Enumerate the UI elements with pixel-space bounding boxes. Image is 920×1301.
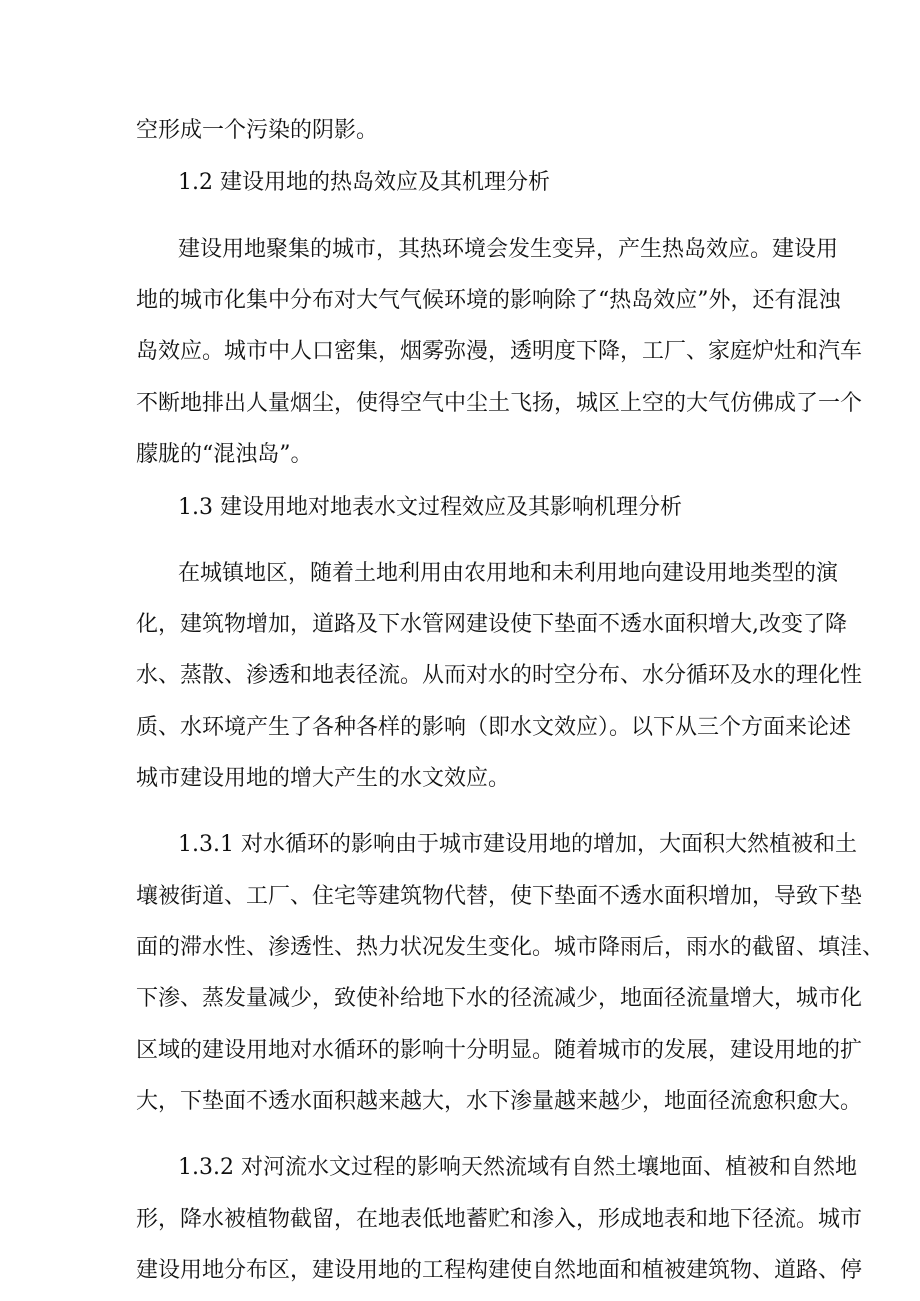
text-line: 岛效应。城市中人口密集，烟雾弥漫，透明度下降，工厂、家庭炉灶和汽车 [136, 339, 863, 364]
paragraph-1-3-2-start: 1.3.2 对河流水文过程的影响天然流域有自然土壤地面、植被和自然地 [178, 1155, 857, 1180]
text-line: 下渗、蒸发量减少，致使补给地下水的径流减少，地面径流量增大，城市化 [136, 986, 863, 1011]
section-heading-1-2: 1.2 建设用地的热岛效应及其机理分析 [178, 170, 550, 195]
text-line: 朦胧的“混浊岛”。 [136, 442, 313, 467]
text-line: 质、水环境产生了各种各样的影响（即水文效应）。以下从三个方面来论述 [136, 715, 852, 740]
section-heading-1-3: 1.3 建设用地对地表水文过程效应及其影响机理分析 [178, 495, 682, 520]
text-line: 建设用地分布区，建设用地的工程构建使自然地面和植被建筑物、道路、停 [136, 1258, 863, 1283]
text-line: 在城镇地区，随着土地利用由农用地和未利用地向建设用地类型的演 [178, 561, 839, 586]
text-line: 面的滞水性、渗透性、热力状况发生变化。城市降雨后，雨水的截留、填洼、 [136, 935, 885, 960]
text-line: 区域的建设用地对水循环的影响十分明显。随着城市的发展，建设用地的扩 [136, 1038, 863, 1063]
paragraph-1-3-1-start: 1.3.1 对水循环的影响由于城市建设用地的增加，大面积大然植被和土 [178, 832, 857, 857]
text-line: 化，建筑物增加，道路及下水管网建设使下垫面不透水面积增大,改变了降 [136, 612, 847, 637]
text-line: 大，下垫面不透水面积越来越大，水下渗量越来越少，地面径流愈积愈大。 [136, 1089, 863, 1114]
text-line: 建设用地聚集的城市，其热环境会发生变异，产生热岛效应。建设用 [178, 237, 839, 262]
text-line: 形，降水被植物截留，在地表低地蓄贮和渗入，形成地表和地下径流。城市 [136, 1207, 863, 1232]
text-line: 城市建设用地的增大产生的水文效应。 [136, 766, 511, 791]
text-line: 壤被街道、工厂、住宅等建筑物代替，使下垫面不透水面积增加，导致下垫 [136, 884, 863, 909]
text-line: 水、蒸散、渗透和地表径流。从而对水的时空分布、水分循环及水的理化性 [136, 663, 863, 688]
text-line: 空形成一个污染的阴影。 [136, 118, 379, 143]
text-line: 不断地排出人量烟尘，使得空气中尘土飞扬，城区上空的大气仿佛成了一个 [136, 391, 863, 416]
text-line: 地的城市化集中分布对大气气候环境的影响除了“热岛效应”外，还有混浊 [136, 288, 841, 313]
